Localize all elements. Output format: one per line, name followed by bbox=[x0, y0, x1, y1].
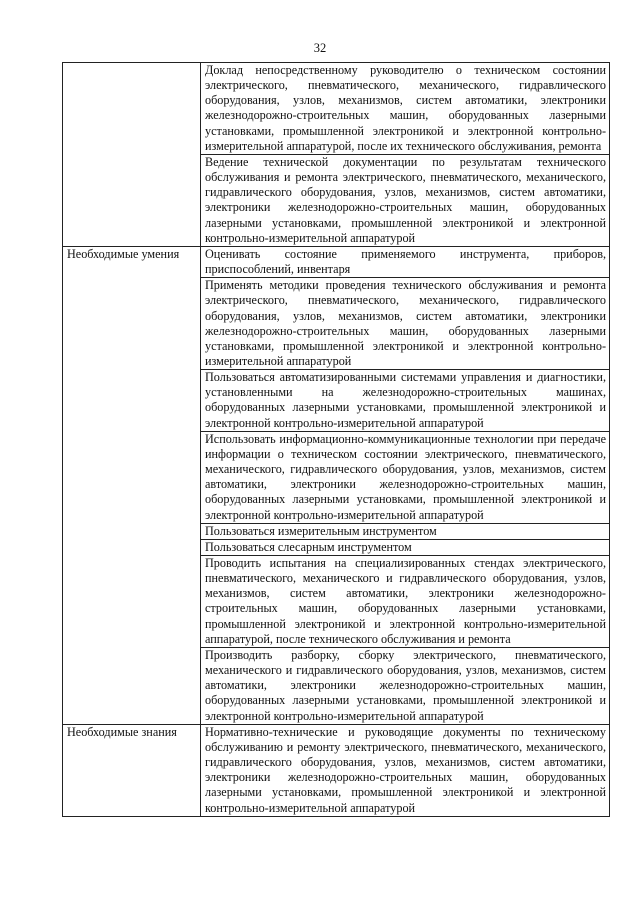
page-number: 32 bbox=[313, 41, 327, 55]
table-cell: Применять методики проведения технического обслуживания и ремонта электрического, пневматического, механического, гидравлического оборудования, узлов, механизмов, систем автоматики, электроники железнодорожно-строительных машин, оборудованных лазерными установками, промышленной электроникой и электронной контрольно-измерительной аппаратурой bbox=[201, 278, 610, 370]
table-cell: Проводить испытания на специализированных стендах электрического, пневматического, механического и гидравлического оборудования, узлов, механизмов, систем автоматики, электроники железнодорожно-строительных машин, оборудованных лазерными установками, промышленной электроникой и электронной контрольно-измерительной аппаратурой, после технического обслуживания и ремонта bbox=[201, 556, 610, 648]
table-cell: Пользоваться автоматизированными системами управления и диагностики, установленными на железнодорожно-строительных машинах, оборудованных лазерными установками, промышленной электроникой и электронной контрольно-измерительной аппаратурой bbox=[201, 370, 610, 432]
table-cell: Использовать информационно-коммуникационные технологии при передаче информации о техническом состоянии электрического, пневматического, механического, гидравлического оборудования, узлов, механизмов, систем автоматики, электроники железнодорожно-строительных машин, оборудованных лазерными установками, промышленной электроникой и электронной контрольно-измерительной аппаратурой bbox=[201, 431, 610, 523]
table-cell: Ведение технической документации по результатам технического обслуживания и ремонта электрического, пневматического, механического, гидравлического оборудования, узлов, механизмов, систем автоматики, электроники железнодорожно-строительных машин, оборудованных лазерными установками, промышленной электроникой и электронной контрольно-измерительной аппаратурой bbox=[201, 154, 610, 246]
table-row bbox=[63, 246, 610, 277]
table-row bbox=[63, 63, 610, 155]
table-row bbox=[63, 724, 610, 816]
table-cell: Нормативно-технические и руководящие документы по техническому обслуживанию и ремонту электрического, пневматического, механического, гидравлического оборудования, узлов, механизмов, систем автоматики, электроники железнодорожно-строительных машин, оборудованных лазерными установками, промышленной электроникой и электронной контрольно-измерительной аппаратурой bbox=[201, 724, 610, 816]
table-cell: Пользоваться измерительным инструментом bbox=[201, 523, 610, 539]
table-cell: Пользоваться слесарным инструментом bbox=[201, 539, 610, 555]
row-label-knowledge: Необходимые знания bbox=[63, 724, 201, 816]
table-cell: Производить разборку, сборку электрического, пневматического, механического и гидравлического оборудования, узлов, механизмов, систем автоматики, электроники железнодорожно-строительных машин, оборудованных лазерными установками, промышленной электроникой и электронной контрольно-измерительной аппаратурой bbox=[201, 647, 610, 724]
row-label-skills: Необходимые умения bbox=[63, 246, 201, 724]
table-cell: Оценивать состояние применяемого инструмента, приборов, приспособлений, инвентаря bbox=[201, 246, 610, 277]
row-label-continuation bbox=[63, 63, 201, 247]
table-cell: Доклад непосредственному руководителю о техническом состоянии электрического, пневматического, механического, гидравлического оборудования, узлов, механизмов, систем автоматики, электроники железнодорожно-строительных машин, оборудованных лазерными установками, промышленной электроникой и электронной контрольно-измерительной аппаратурой, после их технического обслуживания, ремонта bbox=[201, 63, 610, 155]
competency-table bbox=[62, 62, 610, 817]
